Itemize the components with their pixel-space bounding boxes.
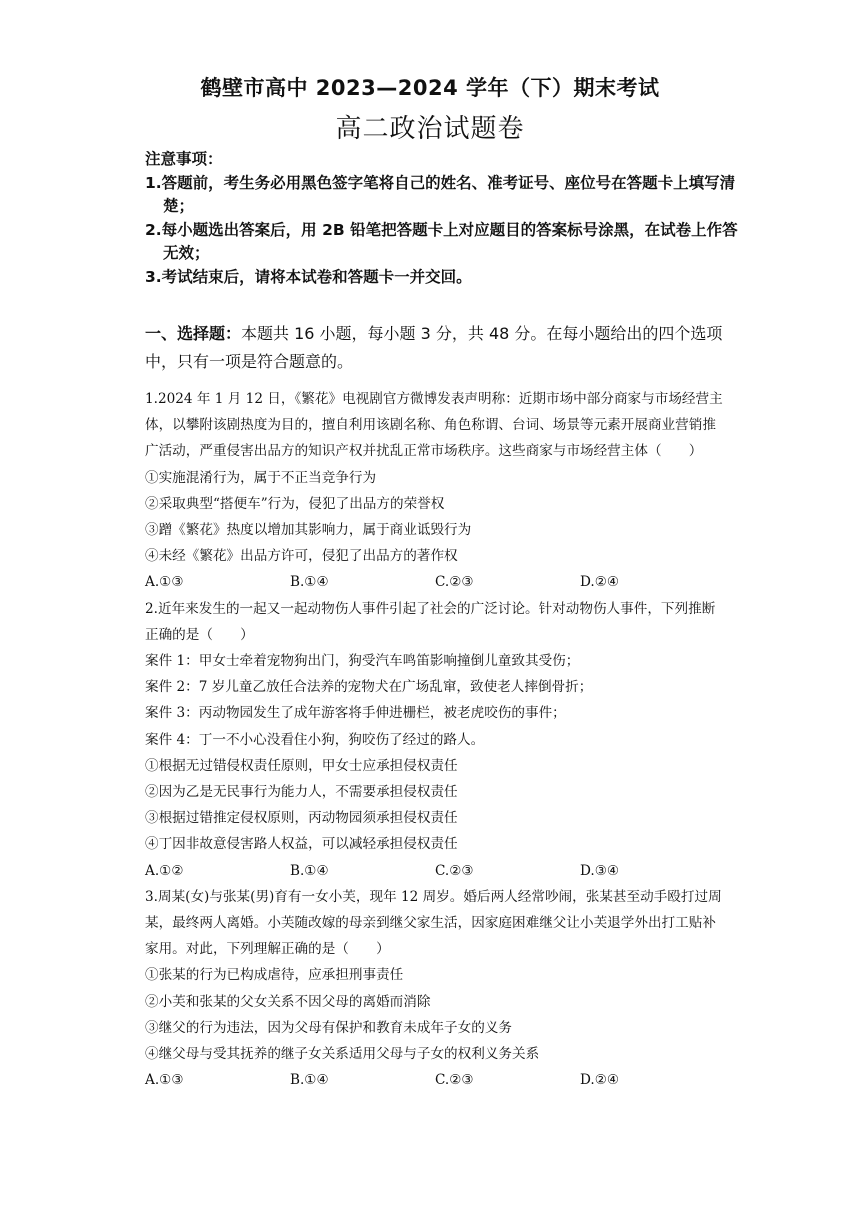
question-line: ③根据过错推定侵权原则，丙动物园须承担侵权责任: [145, 810, 458, 827]
option-d: D.③④: [580, 862, 620, 879]
notes-block: [145, 148, 745, 289]
option-c: C.②③: [435, 574, 474, 591]
question-line: 案件 4：丁一不小心没看住小狗，狗咬伤了经过的路人。: [145, 731, 485, 748]
question-line: 案件 1：甲女士牵着宠物狗出门，狗受汽车鸣笛影响撞倒儿童致其受伤；: [145, 653, 580, 670]
option-a: A.①③: [145, 1072, 184, 1089]
question-line: ①张某的行为已构成虐待，应承担刑事责任: [145, 967, 404, 984]
option-c: C.②③: [435, 862, 474, 879]
option-b: B.①④: [290, 574, 329, 591]
option-b: B.①④: [290, 1072, 329, 1089]
note-item: 1.答题前，考生务必用黑色签字笔将自己的姓名、准考证号、座位号在答题卡上填写清楚；: [145, 173, 736, 215]
question-line: ②因为乙是无民事行为能力人，不需要承担侵权责任: [145, 784, 458, 801]
question-line: 案件 3：丙动物园发生了成年游客将手伸进栅栏，被老虎咬伤的事件；: [145, 705, 566, 722]
exam-subtitle: 高二政治试题卷: [335, 114, 525, 144]
question-line: ①实施混淆行为，属于不正当竞争行为: [145, 469, 377, 486]
option-a: A.①③: [145, 574, 184, 591]
option-a: A.①②: [145, 862, 184, 879]
option-b: B.①④: [290, 862, 329, 879]
option-d: D.②④: [580, 1072, 620, 1089]
exam-title: 鹤壁市高中 2023—2024 学年（下）期末考试: [200, 76, 660, 100]
answer-options: [145, 858, 725, 884]
option-c: C.②③: [435, 1072, 474, 1089]
question-line: 案件 2：7 岁儿童乙放任合法养的宠物犬在广场乱窜，致使老人摔倒骨折；: [145, 679, 593, 696]
question-stem: 1.2024 年 1 月 12 日，《繁花》电视剧官方微博发表声明称：近期市场中部分商家与市场经营主体，以攀附该剧热度为目的，擅自利用该剧名称、角色称谓、台词、场景等元素开展商业营销推广活动，严重侵害出品方的知识产权并扰乱正常市场秩序。这些商家与市场经营主体（ ）: [145, 391, 723, 460]
answer-options: [145, 1067, 725, 1093]
option-d: D.②④: [580, 574, 620, 591]
question-line: ④丁因非故意侵害路人权益，可以减轻承担侵权责任: [145, 836, 458, 853]
questions-body: [145, 386, 725, 1093]
question-line: ②采取典型“搭便车”行为，侵犯了出品方的荣誉权: [145, 495, 445, 512]
answer-options: [145, 569, 725, 595]
question-line: ②小芙和张某的父女关系不因父母的离婚而消除: [145, 993, 431, 1010]
note-item: 2.每小题选出答案后，用 2B 铅笔把答题卡上对应题目的答案标号涂黑，在试卷上作答无效；: [145, 220, 738, 262]
notes-heading: 注意事项：: [145, 150, 223, 168]
question-line: ①根据无过错侵权责任原则，甲女士应承担侵权责任: [145, 757, 458, 774]
question-line: ③继父的行为违法，因为父母有保护和教育未成年子女的义务: [145, 1019, 513, 1036]
question-line: ④继父母与受其抚养的继子女关系适用父母与子女的权利义务关系: [145, 1046, 540, 1063]
note-item: 3.考试结束后，请将本试卷和答题卡一并交回。: [145, 267, 472, 286]
question-stem: 3.周某(女)与张某(男)育有一女小芙，现年 12 周岁。婚后两人经常吵闹，张某甚至动手殴打过周某，最终两人离婚。小芙随改嫁的母亲到继父家生活，因家庭困难继父让小芙退学外出打工贴补家用。对此，下列理解正确的是（ ）: [145, 888, 722, 958]
section-text: 本题共 16 小题，每小题 3 分，共 48 分。在每小题给出的四个选项中，只有一项是符合题意的。: [145, 324, 723, 371]
question-line: ③蹭《繁花》热度以增加其影响力，属于商业诋毁行为: [145, 522, 472, 539]
section-heading: [145, 320, 745, 376]
section-label: 一、选择题：: [145, 324, 242, 343]
question-stem: 2.近年来发生的一起又一起动物伤人事件引起了社会的广泛讨论。针对动物伤人事件，下列推断正确的是（ ）: [145, 600, 716, 643]
question-line: ④未经《繁花》出品方许可，侵犯了出品方的著作权: [145, 548, 458, 565]
